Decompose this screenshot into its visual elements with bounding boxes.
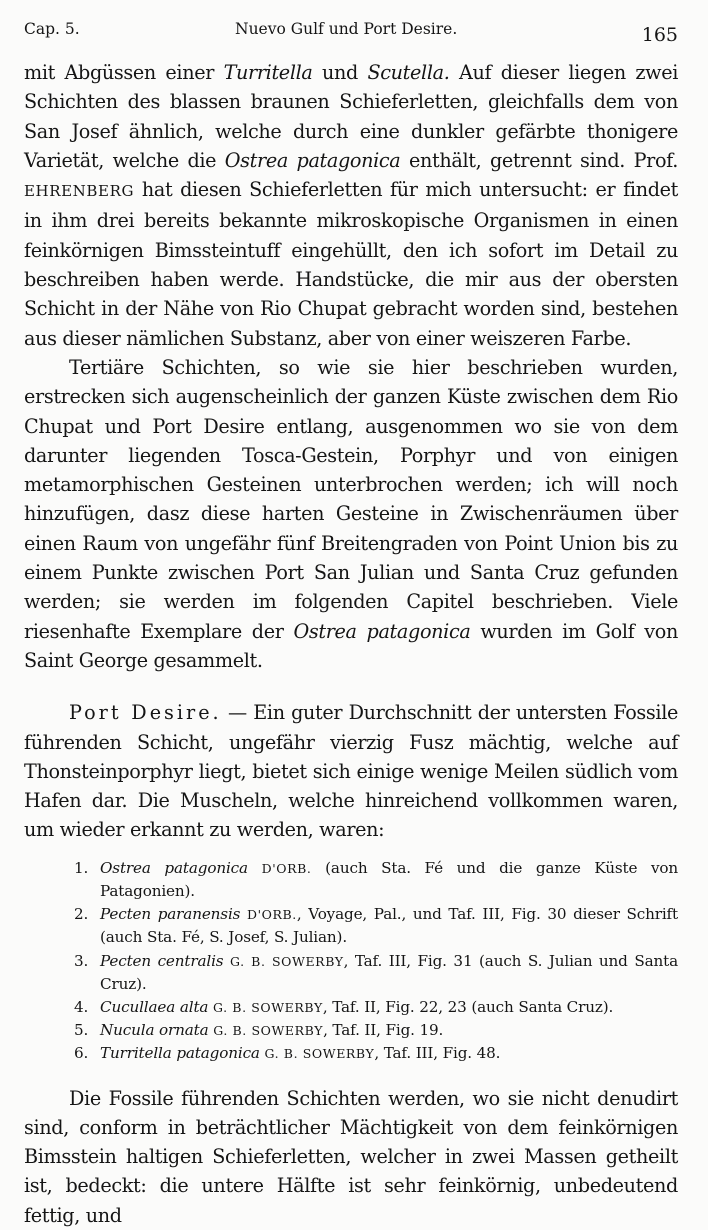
text-run: Tertiäre Schichten, so wie sie hier beschrieben wurden, erstrecken sich augenscheinlich der ganzen Küste zwischen dem Rio Chupat und Port Desire entlang, ausgenommen wo sie von dem darunter liegenden Tosca-Gestein, Porphyr und von einigen metamorphischen Gesteinen unterbrochen werden; ich will noch hinzufügen, dasz diese harten Gesteine in Zwischenräumen über einen Raum von ungefähr fünf Breitengraden von Point Union bis zu einem Punkte zwischen Port San Julian und Santa Cruz gefunden werden; sie werden im folgenden Capitel beschrieben. Viele riesenhafte Exemplare der	[24, 355, 678, 643]
author-name: D'ORB.	[247, 907, 297, 923]
author-name: D'ORB.	[261, 860, 312, 876]
section-gap	[24, 675, 678, 698]
fossil-list	[24, 857, 678, 1066]
taxon-name: Pecten centralis	[100, 951, 224, 970]
list-item	[24, 996, 678, 1019]
page-number: 165	[641, 24, 678, 46]
author-name: EHRENBERG	[24, 182, 135, 201]
text-run: — Ein guter Durchschnitt der untersten Fossile führenden Schicht, ungefähr vierzig Fusz mächtig, welche auf Thonsteinporphyr liegt, bietet sich einige wenige Meilen südlich vom Hafen dar. Die Muscheln, welche hinreichend vollkommen waren, um wieder erkannt zu werden, waren:	[24, 701, 678, 842]
item-number: 4.	[74, 997, 89, 1016]
item-number: 5.	[74, 1021, 89, 1040]
paragraph-1	[24, 58, 678, 353]
text-run: , Taf. III, Fig. 31 (auch S. Julian und Santa Cruz).	[100, 951, 678, 993]
text-run: (auch Sta. Fé und die ganze Küste von Patagonien).	[100, 858, 678, 900]
paragraph-3	[24, 698, 678, 844]
taxon-name: Ostrea patagonica	[293, 619, 471, 643]
text-run: , Taf. II, Fig. 22, 23 (auch Santa Cruz).	[322, 997, 614, 1016]
list-item	[24, 857, 678, 903]
taxon-name: Ostrea patagonica	[224, 148, 401, 172]
text-run: und	[312, 61, 368, 84]
item-number: 1.	[74, 858, 89, 877]
taxon-name: Cucullaea alta	[100, 997, 209, 1016]
taxon-name: Pecten paranensis	[100, 905, 241, 924]
list-item	[24, 950, 678, 996]
text-run: , Taf. II, Fig. 19.	[323, 1021, 444, 1040]
text-run: wurden im Golf von Saint George gesammelt.	[24, 619, 678, 672]
taxon-name: Turritella	[223, 61, 313, 84]
taxon-name: Turritella patagonica	[100, 1044, 260, 1063]
paragraph-2	[24, 353, 678, 675]
taxon-name: Scutella.	[367, 61, 450, 84]
paragraph-4	[24, 1084, 678, 1230]
taxon-name: Nucula ornata	[100, 1021, 209, 1040]
text-run: , Taf. III, Fig. 48.	[374, 1044, 501, 1063]
page-body	[24, 58, 678, 1230]
section-gap	[24, 1066, 678, 1084]
list-item	[24, 903, 678, 949]
item-number: 2.	[74, 905, 89, 924]
author-name: G. B. SOWERBY	[264, 1046, 375, 1062]
text-run: enthält, getrennt sind. Prof.	[400, 148, 678, 172]
running-header	[24, 16, 678, 46]
text-run: Auf dieser liegen zwei Schichten des blassen braunen Schieferletten, gleichfalls dem von San Josef ähnlich, welche durch eine dunkler gefärbte thonigere Varietät, welche die	[24, 61, 678, 172]
author-name: G. B. SOWERBY	[213, 999, 323, 1015]
taxon-name: Ostrea patagonica	[100, 858, 248, 877]
text-run: , Voyage, Pal., und Taf. III, Fig. 30 dieser Schrift (auch Sta. Fé, S. Josef, S. Julian).	[100, 905, 678, 947]
text-run: hat diesen Schieferletten für mich untersucht: er findet in ihm drei bereits bekannte mikroskopische Organismen in einen feinkörnigen Bimssteintuff eingehüllt, den ich sofort im Detail zu beschreiben haben werde. Handstücke, die mir aus der obersten Schicht in der Nähe von Rio Chupat gebracht worden sind, bestehen aus dieser nämlichen Substanz, aber von einer weiszeren Farbe.	[24, 178, 678, 350]
list-item	[24, 1019, 678, 1042]
author-name: G. B. SOWERBY	[230, 953, 344, 969]
list-item	[24, 1042, 678, 1065]
text-run: mit Abgüssen einer	[24, 61, 224, 84]
author-name: G. B. SOWERBY	[213, 1023, 324, 1039]
text-run: Die Fossile führenden Schichten werden, wo sie nicht denudirt sind, conform in beträchtlicher Mächtigkeit von dem feinkörnigen Bimsstein haltigen Schieferletten, welcher in zwei Massen getheilt ist, bedeckt: die untere Hälfte ist sehr feinkörnig, unbedeutend fettig, und	[24, 1086, 678, 1227]
section-heading: Port Desire.	[69, 701, 222, 725]
item-number: 3.	[74, 951, 89, 970]
item-number: 6.	[74, 1044, 89, 1063]
running-title: Nuevo Gulf und Port Desire.	[235, 20, 458, 38]
chapter-label: Cap. 5.	[24, 20, 80, 38]
